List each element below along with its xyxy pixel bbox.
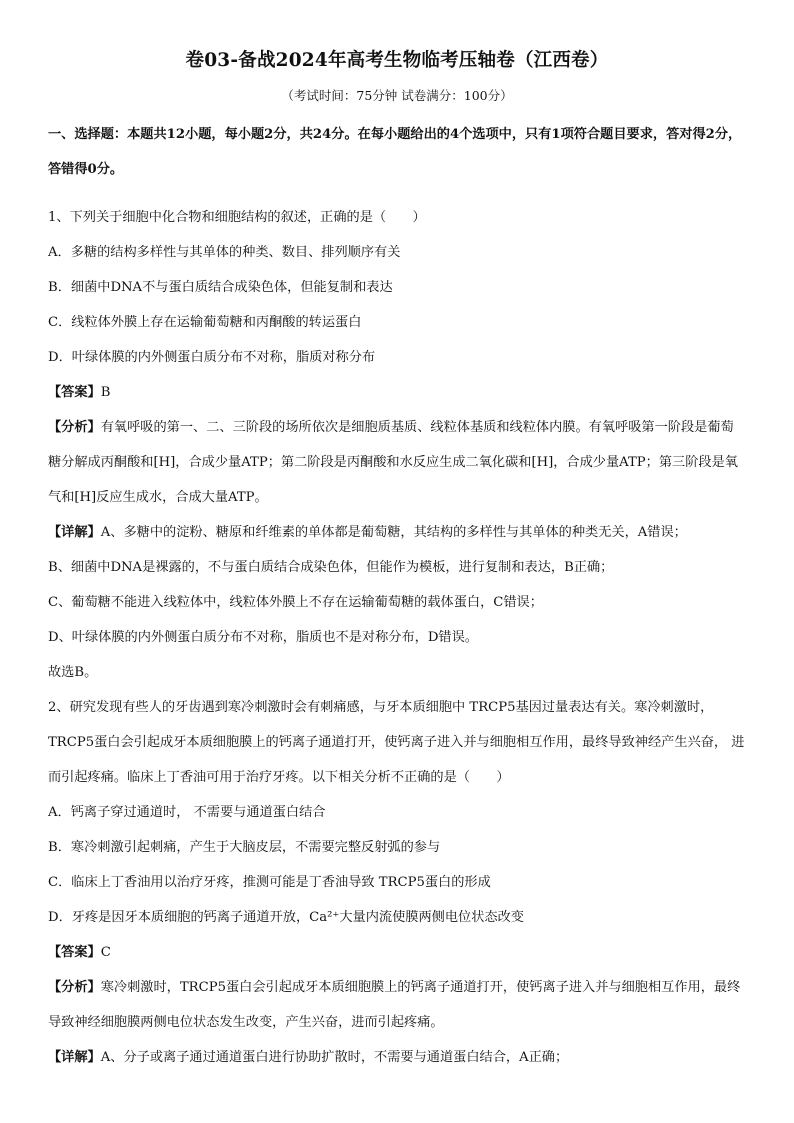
- question-1-option-a: A．多糖的结构多样性与其单体的种类、数目、排列顺序有关: [48, 245, 401, 261]
- analysis-tag: 【分析】: [48, 420, 101, 436]
- question-1-detail-c: C、葡萄糖不能进入线粒体中，线粒体外膜上不存在运输葡萄糖的载体蛋白，C错误；: [48, 595, 543, 611]
- analysis-tag: 【分析】: [48, 980, 101, 996]
- question-2-option-a: A．钙离子穿过通道时， 不需要与通道蛋白结合: [48, 805, 326, 821]
- question-2-answer: [48, 935, 746, 970]
- question-1-option-c: C．线粒体外膜上存在运输葡萄糖和丙酮酸的转运蛋白: [48, 315, 362, 331]
- question-2-option-d: D．牙疼是因牙本质细胞的钙离子通道开放，Ca²⁺大量内流使膜两侧电位状态改变: [48, 910, 524, 926]
- question-1-answer: [48, 375, 746, 410]
- question-1-detail-b: B、细菌中DNA是裸露的，不与蛋白质结合成染色体，但能作为模板，进行复制和表达，B正确；: [48, 560, 614, 576]
- question-2-option-b: B．寒冷刺激引起刺痛，产生于大脑皮层，不需要完整反射弧的参与: [48, 840, 441, 856]
- detail-text: A、多糖中的淀粉、糖原和纤维素的单体都是葡萄糖，其结构的多样性与其单体的种类无关，A错误；: [100, 525, 687, 541]
- detail-tag: 【详解】: [48, 525, 101, 541]
- detail-tag: 【详解】: [48, 1050, 101, 1066]
- question-1-stem: 1、下列关于细胞中化合物和细胞结构的叙述，正确的是（ ）: [48, 210, 426, 226]
- question-2-detail-a: [48, 1040, 746, 1075]
- answer-value: C: [100, 945, 111, 961]
- question-2-option-c: C．临床上丁香油用以治疗牙疼，推测可能是丁香油导致 TRCP5蛋白的形成: [48, 875, 491, 891]
- answer-tag: 【答案】: [48, 945, 101, 961]
- question-1-detail-d: D、叶绿体膜的内外侧蛋白质分布不对称，脂质也不是对称分布，D错误。: [48, 630, 478, 646]
- analysis-text: 有氧呼吸的第一、二、三阶段的场所依次是细胞质基质、线粒体基质和线粒体内膜。有氧呼吸第一阶段是葡萄糖分解成丙酮酸和[H]，合成少量ATP；第二阶段是丙酮酸和水反应生成二氧化碳和[H]，合成少量ATP；第三阶段是氧气和[H]反应生成水，合成大量ATP。: [48, 420, 738, 506]
- question-2-analysis: [48, 970, 746, 1040]
- question-1-analysis: [48, 410, 746, 515]
- detail-text: A、分子或离子通过通道蛋白进行协助扩散时，不需要与通道蛋白结合，A正确；: [100, 1050, 569, 1066]
- question-1-option-d: D．叶绿体膜的内外侧蛋白质分布不对称，脂质对称分布: [48, 350, 376, 366]
- answer-value: B: [100, 385, 111, 401]
- question-2-stem: 2、研究发现有些人的牙齿遇到寒冷刺激时会有刺痛感，与牙本质细胞中 TRCP5基因过量表达有关。寒冷刺激时，TRCP5蛋白会引起成牙本质细胞膜上的钙离子通道打开，使钙离子进入并与细胞相互作用，最终导致神经产生兴奋， 进而引起疼痛。临床上丁香油可用于治疗牙疼。以下相关分析不正确的是（ ）: [48, 700, 745, 786]
- section-intro: 一、选择题：本题共12小题，每小题2分，共24分。在每小题给出的4个选项中，只有1项符合题目要求，答对得2分，答错得0分。: [48, 127, 742, 178]
- question-1-detail-a: [48, 515, 746, 550]
- document-title: 卷03-备战2024年高考生物临考压轴卷（江西卷）: [185, 50, 609, 71]
- analysis-text: 寒冷刺激时，TRCP5蛋白会引起成牙本质细胞膜上的钙离子通道打开，使钙离子进入并与细胞相互作用，最终导致神经细胞膜两侧电位状态发生改变，产生兴奋，进而引起疼痛。: [48, 980, 741, 1031]
- question-1-conclusion: 故选B。: [48, 665, 98, 681]
- answer-tag: 【答案】: [48, 385, 101, 401]
- exam-info: （考试时间：75分钟 试卷满分：100分）: [281, 88, 513, 103]
- question-1-option-b: B．细菌中DNA不与蛋白质结合成染色体，但能复制和表达: [48, 280, 393, 296]
